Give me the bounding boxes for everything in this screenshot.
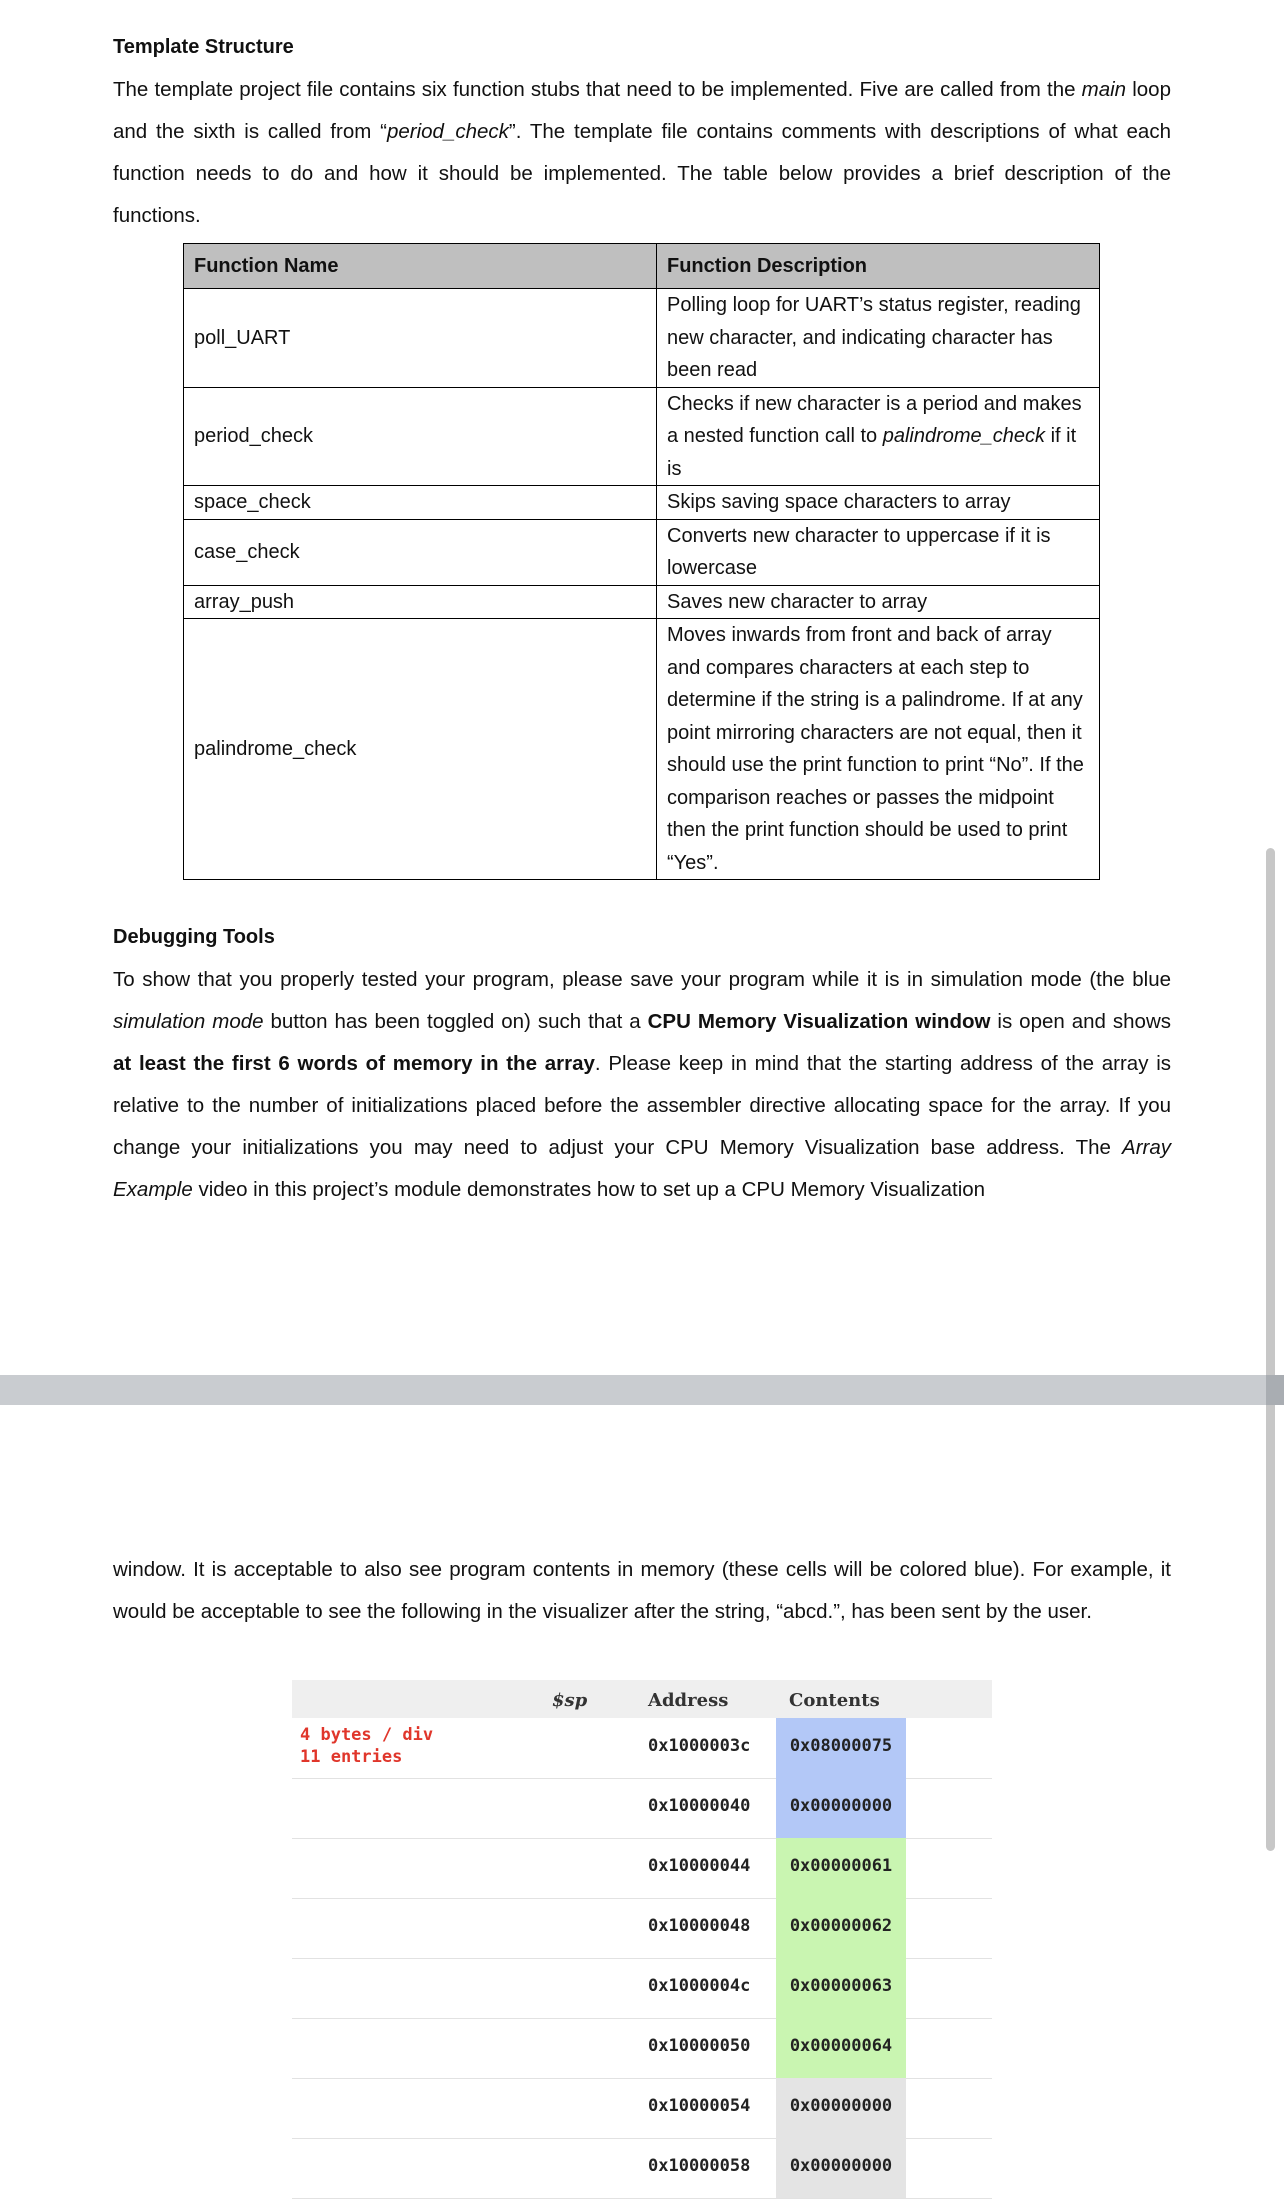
paragraph-continued: window. It is acceptable to also see program contents in memory (these cells will be colored blue). For example, it would be acceptable to see the following in the visualizer after the string, “abcd.”, has been sent by the user.: [113, 1558, 1171, 1623]
section-heading-template-structure: Template Structure: [113, 36, 294, 58]
function-name-cell: space_check: [184, 486, 657, 520]
function-name-cell: period_check: [184, 387, 657, 486]
text-run-bold: at least the first 6 words of memory in the array: [113, 1052, 595, 1075]
table-row: [184, 619, 1100, 880]
column-address: Address: [648, 1690, 729, 1711]
function-description-cell: Skips saving space characters to array: [657, 486, 1100, 520]
text-run: is open and shows: [990, 1010, 1172, 1033]
memory-contents-cell: 0x08000075: [776, 1718, 906, 1778]
template-structure-section: [113, 36, 1171, 59]
function-description-cell: Saves new character to array: [657, 585, 1100, 619]
memory-contents-cell: 0x00000061: [776, 1838, 906, 1898]
memory-contents-cell: 0x00000000: [776, 2138, 906, 2198]
memory-contents-cell: 0x00000063: [776, 1958, 906, 2018]
table-row: [184, 387, 1100, 486]
memory-contents-cell: 0x00000064: [776, 2018, 906, 2078]
entry-count: 11 entries: [300, 1747, 403, 1767]
memory-row[interactable]: [292, 2018, 992, 2079]
text-run: video in this project’s module demonstrates how to set up a CPU Memory Visualization: [192, 1178, 986, 1201]
text-run-italic: main: [1081, 78, 1127, 101]
continued-paragraph: [113, 1549, 1171, 1633]
function-table: [183, 243, 1100, 880]
function-description-cell: Converts new character to uppercase if it is lowercase: [657, 519, 1100, 585]
table-row: [184, 486, 1100, 520]
page-break-divider: [0, 1375, 1284, 1405]
memory-address: 0x10000040: [648, 1796, 751, 1816]
text-run-italic: palindrome_check: [882, 425, 1046, 447]
scrollbar-thumb[interactable]: [1266, 1375, 1284, 1405]
debugging-paragraph: [113, 959, 1171, 1211]
text-run-italic: period_check: [386, 120, 509, 143]
memory-contents-cell: 0x00000000: [776, 1778, 906, 1838]
memory-address: 0x10000044: [648, 1856, 751, 1876]
paragraph-template: [113, 69, 1171, 237]
paragraph-debugging: [113, 959, 1171, 1211]
text-run-italic: Array Example: [113, 1136, 1171, 1201]
function-description-cell: Polling loop for UART’s status register, reading new character, and indicating character has been read: [657, 289, 1100, 388]
template-structure-paragraph: [113, 69, 1171, 237]
function-description-cell: [657, 387, 1100, 486]
function-name-cell: poll_UART: [184, 289, 657, 388]
memory-address: 0x1000003c: [648, 1736, 751, 1756]
text-run-italic: simulation mode: [113, 1010, 264, 1033]
function-name-cell: case_check: [184, 519, 657, 585]
column-contents: Contents: [789, 1690, 880, 1711]
text-run: if it is: [667, 425, 1077, 480]
function-name-cell: palindrome_check: [184, 619, 657, 880]
function-name-cell: array_push: [184, 585, 657, 619]
text-run: . Please keep in mind that the starting address of the array is relative to the number of initializations placed before the assembler directive allocating space for the array. If you change your initializations you may need to adjust your CPU Memory Visualization base address. The: [113, 1052, 1171, 1159]
visualizer-header: [292, 1680, 992, 1718]
header-function-name: Function Name: [184, 244, 657, 289]
cpu-memory-visualizer: [292, 1680, 992, 2206]
text-run: The template project file contains six function stubs that need to be implemented. Five are called from the: [113, 78, 1082, 101]
text-run: ”. The template file contains comments with descriptions of what each function needs to do and how it should be implemented. The table below provides a brief description of the functions.: [113, 120, 1171, 227]
column-sp: $sp: [552, 1690, 588, 1711]
memory-row[interactable]: [292, 1778, 992, 1839]
header-function-description: Function Description: [657, 244, 1100, 289]
memory-row[interactable]: [292, 2138, 992, 2199]
memory-address: 0x10000050: [648, 2036, 751, 2056]
memory-contents-cell: 0x00000062: [776, 1898, 906, 1958]
text-run: button has been toggled on) such that a: [263, 1010, 648, 1033]
memory-row[interactable]: [292, 2078, 992, 2139]
bytes-per-div: 4 bytes / div: [300, 1725, 434, 1745]
memory-address: 0x1000004c: [648, 1976, 751, 1996]
text-run: To show that you properly tested your program, please save your program while it is in simulation mode (the blue: [113, 968, 1171, 991]
text-run-bold: CPU Memory Visualization window: [647, 1010, 991, 1033]
debugging-section: [113, 926, 1171, 949]
memory-contents-cell: 0x00000000: [776, 2078, 906, 2138]
text-run: loop and the sixth is called from “: [113, 78, 1171, 143]
table-row: [184, 289, 1100, 388]
table-row: [184, 519, 1100, 585]
text-run: Checks if new character is a period and makes a nested function call to: [667, 392, 1082, 447]
function-description-cell: Moves inwards from front and back of array and compares characters at each step to determine if the string is a palindrome. If at any point mirroring characters are not equal, then it should use the print function to print “No”. If the comparison reaches or passes the midpoint then the print function should be used to print “Yes”.: [657, 619, 1100, 880]
function-table-header: [184, 244, 1100, 289]
memory-row[interactable]: [292, 1958, 992, 2019]
table-row: [184, 585, 1100, 619]
memory-row[interactable]: [292, 1838, 992, 1899]
memory-row[interactable]: [292, 1718, 992, 1779]
memory-row[interactable]: [292, 1898, 992, 1959]
vertical-scrollbar[interactable]: [1266, 848, 1275, 1851]
memory-address: 0x10000054: [648, 2096, 751, 2116]
memory-address: 0x10000048: [648, 1916, 751, 1936]
memory-address: 0x10000058: [648, 2156, 751, 2176]
section-heading-debugging: Debugging Tools: [113, 926, 275, 948]
